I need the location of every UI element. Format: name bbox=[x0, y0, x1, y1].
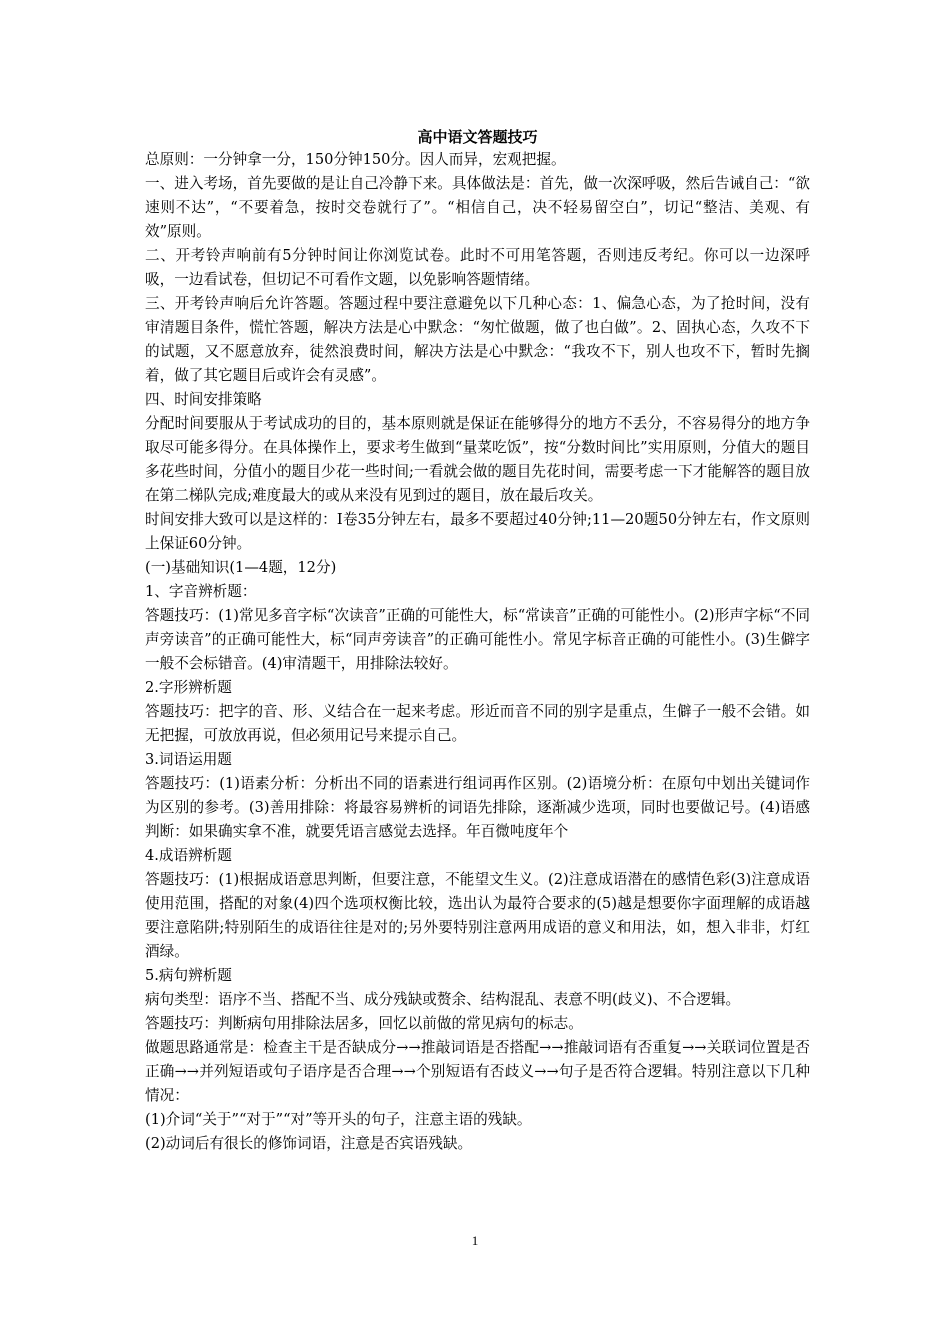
paragraph: 3.词语运用题 bbox=[145, 751, 232, 768]
page-number: 1 bbox=[471, 1233, 479, 1248]
paragraph: 答题技巧：判断病句用排除法居多，回忆以前做的常见病句的标志。 bbox=[145, 1015, 583, 1032]
paragraph: (1)介词“关于”“对于”“对”等开头的句子，注意主语的残缺。 bbox=[145, 1111, 532, 1128]
paragraph: (一)基础知识(1—4题，12分) bbox=[145, 559, 337, 576]
paragraph: 答题技巧：把字的音、形、义结合在一起来考虑。形近而音不同的别字是重点，生僻子一般不会错。如无把握，可放放再说，但必须用记号来提示自己。 bbox=[145, 703, 810, 744]
paragraph: 时间安排大致可以是这样的：Ⅰ卷35分钟左右，最多不要超过40分钟;11—20题50分钟左右，作文原则上保证60分钟。 bbox=[145, 511, 810, 552]
paragraph: 二、开考铃声响前有5分钟时间让你浏览试卷。此时不可用笔答题，否则违反考纪。你可以一边深呼吸，一边看试卷，但切记不可看作文题，以免影响答题情绪。 bbox=[145, 247, 810, 288]
paragraph: 分配时间要服从于考试成功的目的，基本原则就是保证在能够得分的地方不丢分，不容易得分的地方争取尽可能多得分。在具体操作上，要求考生做到“量菜吃饭”，按“分数时间比”实用原则，分值大的题目多花些时间，分值小的题目少花一些时间;一看就会做的题目先花时间，需要考虑一下才能解答的题目放在第二梯队完成;难度最大的或从来没有见到过的题目，放在最后攻关。 bbox=[145, 415, 810, 504]
paragraph: 4.成语辨析题 bbox=[145, 847, 232, 864]
paragraph: 答题技巧：(1)根据成语意思判断，但要注意，不能望文生义。(2)注意成语潜在的感情色彩(3)注意成语使用范围，搭配的对象(4)四个选项权衡比较，选出认为最符合要求的(5)越是想要你字面理解的成语越要注意陷阱;特别陌生的成语往往是对的;另外要特别注意两用成语的意义和用法，如，想入非非，灯红酒绿。 bbox=[145, 871, 810, 960]
paragraph: (2)动词后有很长的修饰词语，注意是否宾语残缺。 bbox=[145, 1135, 473, 1152]
document-title: 高中语文答题技巧 bbox=[417, 128, 538, 146]
document-body bbox=[145, 148, 810, 1156]
paragraph: 病句类型：语序不当、搭配不当、成分残缺或赘余、结构混乱、表意不明(歧义)、不合逻辑。 bbox=[145, 991, 741, 1008]
paragraph: 一、进入考场，首先要做的是让自己冷静下来。具体做法是：首先，做一次深呼吸，然后告诫自己：“欲速则不达”，“不要着急，按时交卷就行了”。“相信自己，决不轻易留空白”，切记“整洁、美观、有效”原则。 bbox=[145, 175, 810, 240]
paragraph: 2.字形辨析题 bbox=[145, 679, 232, 696]
paragraph: 答题技巧：(1)常见多音字标“次读音”正确的可能性大，标“常读音”正确的可能性小。(2)形声字标“不同声旁读音”的正确可能性大，标“同声旁读音”的正确可能性小。常见字标音正确的可能性小。(3)生僻字一般不会标错音。(4)审清题干，用排除法较好。 bbox=[145, 607, 810, 672]
paragraph: 1、字音辨析题： bbox=[145, 583, 257, 600]
paragraph: 总原则：一分钟拿一分，150分钟150分。因人而异，宏观把握。 bbox=[145, 151, 566, 168]
document-page bbox=[145, 126, 810, 1156]
paragraph: 做题思路通常是：检查主干是否缺成分→→推敲词语是否搭配→→推敲词语有否重复→→关联词位置是否正确→→并列短语或句子语序是否合理→→个别短语有否歧义→→句子是否符合逻辑。特别注意以下几种情况： bbox=[145, 1039, 810, 1104]
paragraph: 答题技巧：(1)语素分析：分析出不同的语素进行组词再作区别。(2)语境分析：在原句中划出关键词作为区别的参考。(3)善用排除：将最容易辨析的词语先排除，逐渐减少选项，同时也要做记号。(4)语感判断：如果确实拿不准，就要凭语言感觉去选择。年百微吨度年个 bbox=[145, 775, 810, 840]
paragraph: 三、开考铃声响后允许答题。答题过程中要注意避免以下几种心态：1、偏急心态，为了抢时间，没有审清题目条件，慌忙答题，解决方法是心中默念：“匆忙做题，做了也白做”。2、固执心态，久攻不下的试题，又不愿意放弃，徒然浪费时间，解决方法是心中默念：“我攻不下，别人也攻不下，暂时先搁着，做了其它题目后或许会有灵感”。 bbox=[145, 295, 810, 384]
paragraph: 5.病句辨析题 bbox=[145, 967, 232, 984]
paragraph: 四、时间安排策略 bbox=[145, 391, 262, 408]
